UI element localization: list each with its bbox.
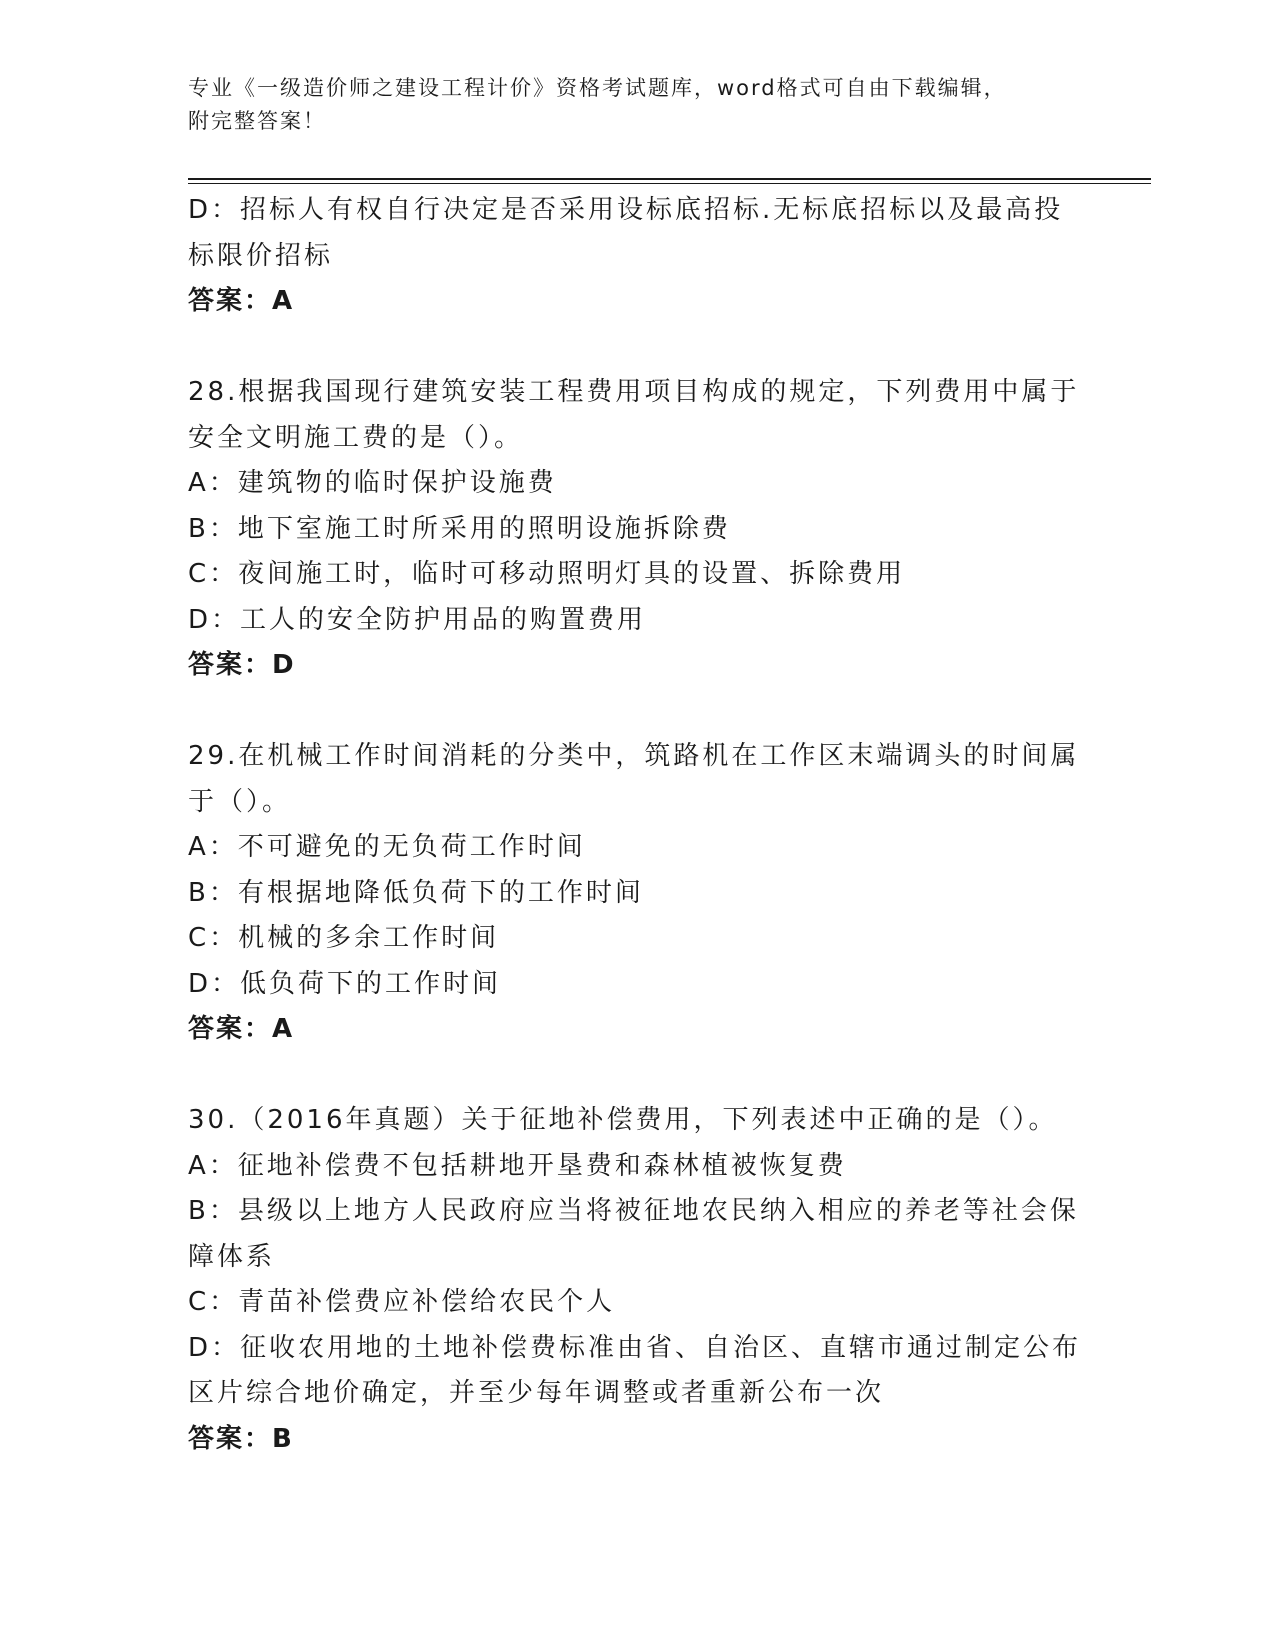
option-a: A：不可避免的无负荷工作时间	[188, 832, 586, 862]
question-28	[188, 370, 1088, 689]
header-rule-thick	[188, 178, 1151, 180]
option-a: A：建筑物的临时保护设施费	[188, 468, 557, 498]
previous-question-tail	[188, 188, 1088, 325]
option-c: C：夜间施工时，临时可移动照明灯具的设置、拆除费用	[188, 559, 906, 589]
question-stem-line-1: 28.根据我国现行建筑安装工程费用项目构成的规定，下列费用中属于	[188, 377, 1080, 407]
question-stem-line-2: 于（）。	[188, 786, 292, 817]
option-d: D：工人的安全防护用品的购置费用	[188, 604, 647, 635]
spacer	[188, 1053, 1088, 1099]
question-stem-line-1: 29.在机械工作时间消耗的分类中，筑路机在工作区末端调头的时间属	[188, 741, 1080, 771]
option-b-line-1: B：县级以上地方人民政府应当将被征地农民纳入相应的养老等社会保	[188, 1196, 1079, 1226]
option-b: B：有根据地降低负荷下的工作时间	[188, 877, 644, 908]
document-header	[188, 72, 1088, 138]
option-d: D：低负荷下的工作时间	[188, 968, 502, 999]
question-stem-line-2: 安全文明施工费的是（）。	[188, 422, 524, 453]
option-c: C：机械的多余工作时间	[188, 923, 500, 953]
answer-label: 答案：A	[188, 1014, 295, 1044]
option-d-line-1: D：征收农用地的土地补偿费标准由省、自治区、直辖市通过制定公布	[188, 1332, 1082, 1363]
option-d-line-2: 标限价招标	[188, 240, 334, 271]
spacer	[188, 325, 1088, 371]
header-line-2: 附完整答案！	[188, 109, 326, 133]
header-line-1: 专业《一级造价师之建设工程计价》资格考试题库，word格式可自由下载编辑，	[188, 76, 1007, 100]
answer-label: 答案：A	[188, 286, 295, 316]
question-content	[188, 188, 1088, 1462]
question-30	[188, 1098, 1088, 1462]
answer-label: 答案：B	[188, 1423, 294, 1454]
spacer	[188, 689, 1088, 735]
option-d-line-1: D：招标人有权自行决定是否采用设标底招标.无标底招标以及最高投	[188, 195, 1064, 225]
option-b-line-2: 障体系	[188, 1241, 276, 1272]
answer-label: 答案：D	[188, 650, 296, 680]
question-stem-line-1: 30.（2016年真题）关于征地补偿费用，下列表述中正确的是（）。	[188, 1105, 1058, 1135]
option-b: B：地下室施工时所采用的照明设施拆除费	[188, 513, 731, 544]
header-rule-thin	[188, 183, 1151, 184]
option-c: C：青苗补偿费应补偿给农民个人	[188, 1287, 616, 1317]
option-a: A：征地补偿费不包括耕地开垦费和森林植被恢复费	[188, 1150, 847, 1181]
option-d-line-2: 区片综合地价确定，并至少每年调整或者重新公布一次	[188, 1378, 885, 1408]
question-29	[188, 734, 1088, 1053]
